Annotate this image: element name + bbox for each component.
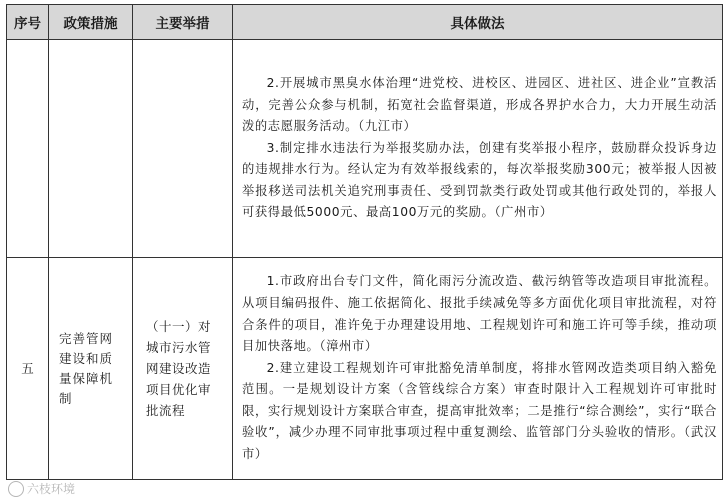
detail-paragraph: 3.制定排水违法行为举报奖励办法，创建有奖举报小程序，鼓励群众投诉身边的违规排水行为。经认定为有效举报线索的，每次举报奖励300元；被举报人因被举报移送司法机关追究刑事责任、受到罚款类行政处罚或其他行政处罚的，举报人可获得最低5000元、最高100万元的奖励。（广州市）	[242, 140, 717, 220]
watermark-text: 六枝环境	[27, 482, 76, 496]
detail-paragraph: 2.开展城市黑臭水体治理“进党校、进校区、进园区、进社区、进企业”宣教活动，完善公众参与机制，拓宽社会监督渠道，形成各界护水合力，大力开展生动活泼的志愿服务活动。（九江市）	[242, 75, 717, 134]
header-policy-measure: 政策措施	[49, 5, 133, 40]
action-cell	[133, 40, 233, 258]
watermark	[8, 480, 75, 497]
detail-cell	[233, 258, 723, 480]
detail-paragraph: 1.市政府出台专门文件，简化雨污分流改造、截污纳管等改造项目审批流程。从项目编码报件、施工依据简化、报批手续减免等多方面优化项目审批流程，对符合条件的项目，准许免于办理建设用地、工程规划许可和施工许可等手续，推动项目加快落地。（漳州市）	[242, 274, 717, 354]
watermark-logo-icon	[8, 481, 24, 497]
table-row	[7, 40, 723, 258]
table-row	[7, 258, 723, 480]
detail-cell	[233, 40, 723, 258]
measure-cell	[49, 40, 133, 258]
number-cell	[7, 40, 49, 258]
header-row	[7, 5, 723, 40]
policy-table	[6, 4, 723, 480]
action-cell: （十一）对城市污水管网建设改造项目优化审批流程	[133, 258, 233, 480]
header-main-action: 主要举措	[133, 5, 233, 40]
number-cell: 五	[7, 258, 49, 480]
measure-cell: 完善管网建设和质量保障机制	[49, 258, 133, 480]
header-specific-practice: 具体做法	[233, 5, 723, 40]
detail-paragraph: 2.建立建设工程规划许可审批豁免清单制度，将排水管网改造类项目纳入豁免范围。一是规划设计方案（含管线综合方案）审查时限计入工程规划许可审批时限，实行规划设计方案联合审查，提高审批效率；二是推行“综合测绘”，实行“联合验收”，减少办理不同审批事项过程中重复测绘、监管部门分头验收的情形。（武汉市）	[242, 360, 717, 462]
header-number: 序号	[7, 5, 49, 40]
